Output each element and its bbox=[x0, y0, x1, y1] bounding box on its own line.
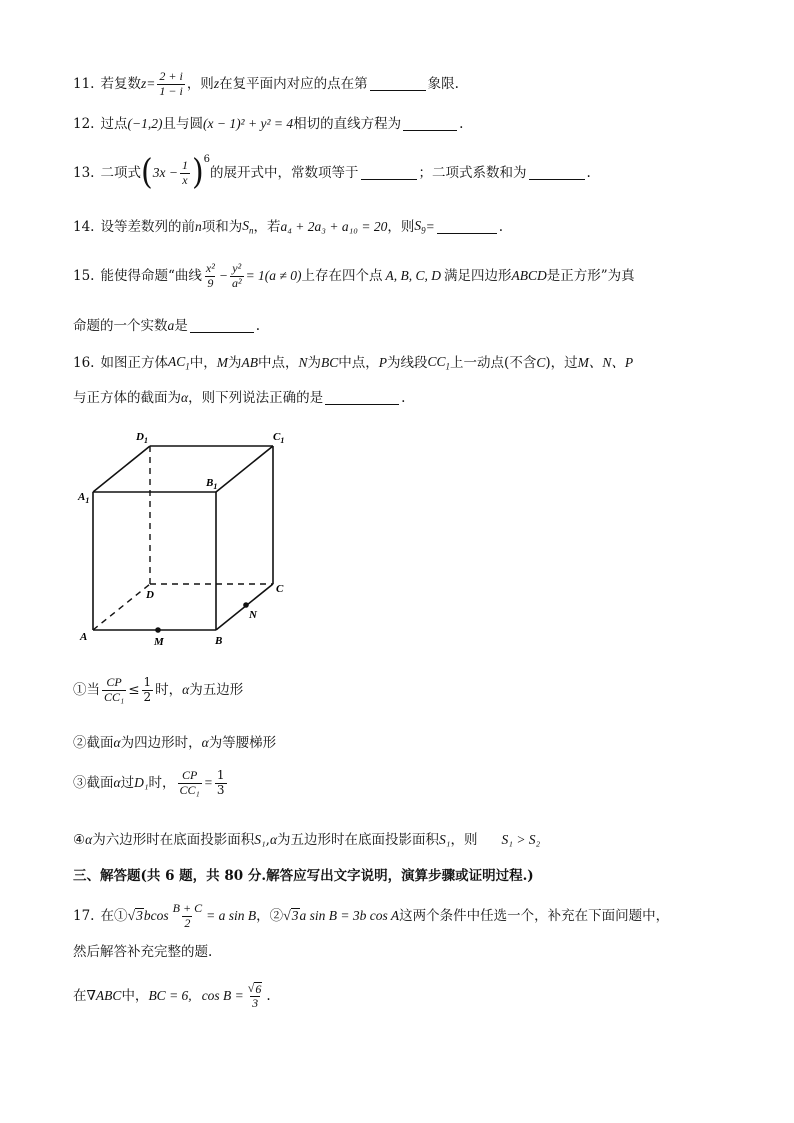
math-expr: ∇ABC bbox=[86, 988, 122, 1004]
math-var: C bbox=[536, 355, 546, 371]
option-text: 为四边形时， bbox=[120, 735, 202, 751]
math-expr: a sin B = 3b cos A bbox=[299, 907, 400, 923]
fraction bbox=[246, 982, 265, 1011]
question-number: 17. bbox=[73, 907, 95, 924]
math-var: D₁ bbox=[134, 774, 149, 790]
fraction bbox=[230, 262, 244, 291]
fraction bbox=[178, 769, 202, 798]
fraction bbox=[157, 70, 184, 99]
question-text: 在复平面内对应的点在第 bbox=[219, 75, 368, 92]
question-text: ；二项式系数和为 bbox=[418, 164, 527, 181]
question-text: 为 bbox=[228, 355, 242, 372]
option-text: 为五边形 bbox=[189, 681, 244, 698]
radicand: 3 bbox=[291, 907, 299, 923]
answer-blank bbox=[437, 221, 497, 234]
question-text: . bbox=[459, 116, 464, 132]
question-11 bbox=[73, 70, 754, 99]
math-var: AB bbox=[241, 355, 258, 371]
question-text: ，则下列说法正确的是 bbox=[188, 390, 324, 406]
subscript: n bbox=[248, 225, 254, 236]
question-15-line-2 bbox=[73, 318, 754, 335]
question-13 bbox=[73, 152, 754, 193]
numerator: CP bbox=[106, 675, 122, 689]
fraction bbox=[171, 902, 204, 931]
question-text: 中， bbox=[121, 988, 149, 1005]
answer-blank bbox=[361, 167, 417, 180]
option-text: 为六边形时在底面投影面积 bbox=[92, 832, 255, 848]
question-text: 上存在四个点 bbox=[301, 267, 383, 284]
answer-blank bbox=[529, 167, 585, 180]
question-text: 二项式 bbox=[100, 164, 141, 181]
fraction bbox=[215, 769, 227, 798]
math-var: S₁ bbox=[254, 832, 266, 847]
math-expr: = a sin B bbox=[206, 907, 257, 923]
section-heading-text: 三、解答题(共 6 题，共 80 分.解答应写出文字说明，演算步骤或证明过程.) bbox=[73, 868, 534, 884]
equals: = bbox=[425, 219, 435, 235]
question-text: )，过 bbox=[545, 355, 578, 372]
answer-blank bbox=[325, 392, 399, 405]
symbol: S bbox=[414, 218, 422, 233]
math-var: a bbox=[167, 318, 175, 333]
math-var: n bbox=[194, 219, 202, 235]
denominator: a² bbox=[231, 275, 242, 290]
answer-blank bbox=[190, 320, 254, 333]
math-var: N bbox=[298, 355, 308, 371]
question-text: ，② bbox=[256, 907, 284, 924]
math-expr: a₄ + 2a₃ + a₁₀ = 20 bbox=[280, 219, 388, 235]
math-expr: 3x − bbox=[152, 164, 178, 180]
question-text: 能使得命题“曲线 bbox=[100, 267, 202, 284]
math-expr: ABCD bbox=[511, 267, 547, 283]
question-text: 中点， bbox=[258, 355, 299, 372]
subscript: 1 bbox=[185, 361, 190, 372]
label-b: B bbox=[215, 635, 223, 647]
question-text: 与正方体的截面为 bbox=[73, 390, 181, 406]
numerator: CP bbox=[181, 768, 198, 782]
fraction bbox=[142, 676, 154, 705]
math-expr: S₁ > S₂ bbox=[501, 832, 541, 847]
question-17 bbox=[73, 902, 754, 931]
question-text: ，若 bbox=[253, 219, 281, 236]
subscript: 9 bbox=[421, 225, 426, 236]
label-d: D bbox=[146, 589, 154, 601]
question-text: 为 bbox=[307, 355, 322, 372]
label-a1: $A_1$ bbox=[78, 491, 90, 505]
fraction bbox=[180, 159, 190, 188]
minus: − bbox=[218, 267, 228, 283]
symbol: CC bbox=[427, 354, 446, 369]
math-var: α bbox=[113, 735, 121, 750]
denominator: 2 bbox=[184, 915, 191, 930]
option-text: 时， bbox=[155, 681, 183, 698]
sqrt: √ 3 bbox=[283, 907, 299, 924]
left-paren: ( bbox=[140, 152, 153, 193]
question-text: 过点 bbox=[100, 116, 128, 132]
math-expr: (−1,2) bbox=[127, 116, 163, 131]
label-d1: $D_1$ bbox=[136, 431, 148, 445]
question-text: . bbox=[498, 219, 504, 236]
question-17-line-3 bbox=[73, 982, 754, 1011]
question-16 bbox=[73, 354, 754, 373]
question-text: 在 bbox=[73, 988, 87, 1005]
fraction bbox=[204, 262, 217, 291]
question-text: . bbox=[401, 390, 406, 406]
option-3 bbox=[73, 769, 754, 798]
math-expr: = 1(a ≠ 0) bbox=[245, 267, 302, 283]
denominator: 3 bbox=[252, 996, 259, 1011]
numerator: 1 bbox=[216, 768, 225, 782]
subscript: 1 bbox=[445, 361, 451, 372]
math-func: cos bbox=[150, 907, 169, 923]
label-m: M bbox=[154, 636, 164, 648]
math-var: b bbox=[143, 907, 151, 923]
radicand: 3 bbox=[136, 907, 143, 923]
label-b1: $B_1$ bbox=[206, 477, 218, 491]
question-text: 如图正方体 bbox=[100, 355, 168, 372]
math-var: α bbox=[269, 832, 278, 847]
denominator: CC₁ bbox=[179, 782, 200, 797]
question-text: 相切的直线方程为 bbox=[293, 116, 402, 132]
denominator: 9 bbox=[207, 275, 214, 290]
question-text: 满足四边形 bbox=[443, 267, 512, 284]
section-3-heading bbox=[73, 868, 754, 885]
question-text: 的展开式中，常数项等于 bbox=[210, 164, 359, 181]
denominator: 1 − i bbox=[159, 83, 183, 98]
math-var: α bbox=[85, 832, 93, 847]
cube-figure bbox=[70, 426, 310, 656]
question-text: 中， bbox=[189, 355, 217, 372]
math-var: BC bbox=[321, 355, 339, 371]
question-text: . bbox=[266, 988, 271, 1005]
question-text: 然后解答补充完整的题. bbox=[73, 944, 213, 960]
numerator: B + C bbox=[172, 901, 203, 915]
math-var: α bbox=[113, 774, 121, 790]
numerator: y² bbox=[232, 261, 242, 275]
question-text: 为线段 bbox=[387, 355, 428, 372]
numerator: 1 bbox=[143, 675, 152, 689]
answer-blank bbox=[370, 78, 426, 91]
math-expr: M、N、P bbox=[577, 355, 634, 371]
math-var: z bbox=[213, 75, 220, 91]
denominator: 3 bbox=[216, 782, 225, 797]
edge-b1c1 bbox=[216, 446, 273, 492]
question-text: 命题的一个实数 bbox=[73, 318, 168, 334]
question-15 bbox=[73, 262, 754, 291]
option-text: , bbox=[265, 832, 270, 848]
label-c: C bbox=[276, 583, 284, 595]
edge-a1d1 bbox=[93, 446, 150, 492]
question-14 bbox=[73, 218, 754, 237]
question-text: 象限. bbox=[427, 75, 459, 92]
math-var bbox=[414, 218, 425, 237]
question-text: 上一动点(不含 bbox=[450, 355, 537, 372]
question-text: 设等差数列的前 bbox=[100, 219, 195, 236]
option-text: ②截面 bbox=[73, 735, 114, 751]
option-text: 过 bbox=[120, 774, 135, 791]
question-text: . bbox=[586, 164, 591, 181]
symbol: AC bbox=[167, 354, 186, 369]
edge-ad bbox=[93, 584, 150, 630]
equals: = bbox=[203, 774, 213, 790]
sqrt: √ 3 bbox=[127, 907, 143, 924]
question-number: 13. bbox=[73, 164, 95, 181]
question-text: ，则 bbox=[387, 219, 415, 236]
label-a: A bbox=[80, 631, 88, 643]
denominator: CC₁ bbox=[104, 689, 125, 704]
denominator: 2 bbox=[143, 689, 152, 704]
option-text: 时， bbox=[148, 774, 176, 791]
fraction bbox=[102, 676, 126, 705]
question-17-line-2 bbox=[73, 944, 754, 961]
math-var: α bbox=[201, 735, 209, 750]
numerator: 2 + i bbox=[159, 69, 183, 83]
math-var: α bbox=[181, 390, 189, 405]
label-n: N bbox=[249, 609, 257, 621]
option-2 bbox=[73, 735, 754, 752]
question-text: 中点， bbox=[338, 355, 379, 372]
numerator: √ 6 bbox=[247, 981, 262, 996]
question-number: 12. bbox=[73, 116, 95, 132]
radicand: 6 bbox=[255, 982, 262, 996]
math-expr: BC = 6, bbox=[148, 988, 192, 1004]
option-4 bbox=[73, 832, 754, 849]
right-paren: ) bbox=[191, 152, 204, 193]
question-text: 在① bbox=[100, 907, 128, 924]
question-number: 16. bbox=[73, 355, 95, 372]
option-1 bbox=[73, 676, 754, 705]
denominator: x bbox=[182, 172, 188, 187]
option-text: ④ bbox=[73, 832, 86, 848]
numerator: x² bbox=[205, 261, 215, 275]
math-expr: A, B, C, D bbox=[385, 267, 441, 283]
option-text: ，则 bbox=[450, 832, 478, 848]
question-12 bbox=[73, 116, 754, 133]
point-n bbox=[243, 602, 249, 608]
question-text: 且与圆 bbox=[162, 116, 203, 132]
option-text: 为五边形时在底面投影面积 bbox=[277, 832, 440, 848]
exponent: 6 bbox=[203, 154, 211, 165]
question-text: 若复数 bbox=[100, 75, 141, 92]
point-m bbox=[155, 627, 161, 633]
math-expr: cos B = bbox=[201, 988, 244, 1004]
math-var: P bbox=[378, 355, 388, 371]
label-c1: $C_1$ bbox=[273, 431, 285, 445]
math-var: α bbox=[182, 681, 190, 697]
question-text: . bbox=[255, 318, 261, 334]
question-number: 14. bbox=[73, 219, 95, 236]
math-var bbox=[428, 354, 451, 373]
math-var: M bbox=[216, 355, 228, 371]
math-expr: (x − 1)² + y² = 4 bbox=[202, 116, 294, 131]
option-text: 为等腰梯形 bbox=[208, 735, 277, 751]
question-text: 这两个条件中任选一个，补充在下面问题中， bbox=[399, 907, 670, 924]
equals: = bbox=[146, 75, 156, 91]
math-var bbox=[242, 218, 253, 237]
question-number: 11. bbox=[73, 75, 95, 92]
math-var bbox=[168, 354, 190, 373]
answer-blank bbox=[403, 118, 457, 131]
option-text: ③截面 bbox=[73, 774, 114, 791]
math-var: z bbox=[140, 75, 147, 91]
question-text: 项和为 bbox=[201, 219, 243, 236]
question-number: 15. bbox=[73, 267, 95, 284]
leq: ≤ bbox=[128, 681, 140, 698]
question-text: 是正方形”为真 bbox=[546, 267, 635, 284]
option-text: ①当 bbox=[73, 681, 100, 698]
symbol: S bbox=[242, 218, 249, 233]
question-16-line-2 bbox=[73, 390, 754, 407]
numerator: 1 bbox=[181, 157, 188, 172]
math-var: S₁ bbox=[439, 832, 451, 847]
question-text: ，则 bbox=[186, 75, 214, 92]
question-text: 是 bbox=[174, 318, 188, 334]
